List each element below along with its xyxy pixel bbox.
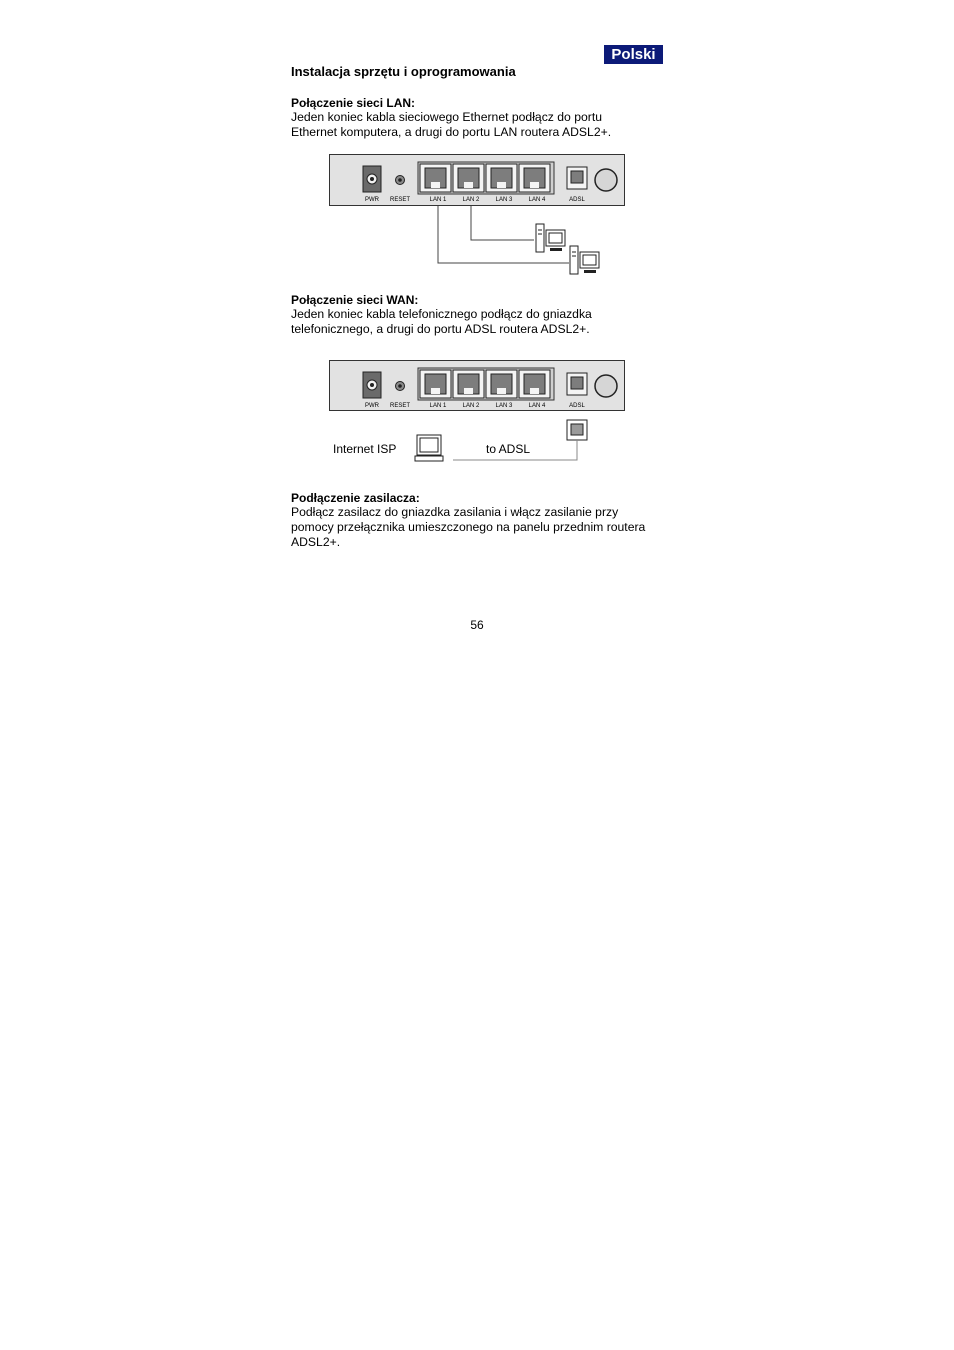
reset-label: RESET — [389, 403, 411, 409]
pwr-label: PWR — [365, 197, 379, 203]
text-line: telefonicznego, a drugi do portu ADSL routera ADSL2+. — [291, 322, 590, 336]
computer-icon — [415, 435, 443, 461]
lan2-port — [453, 164, 484, 192]
adsl-port — [567, 373, 587, 395]
reset-label: RESET — [389, 197, 411, 203]
page-title: Instalacja sprzętu i oprogramowania — [291, 64, 516, 79]
adsl-label: ADSL — [569, 197, 585, 203]
router-back-panel — [330, 155, 625, 206]
text-line: Podłącz zasilacz do gniazdka zasilania i włącz zasilanie przy — [291, 505, 619, 519]
lan2-label: LAN 2 — [462, 197, 480, 203]
text-line: Jeden koniec kabla sieciowego Ethernet podłącz do portu — [291, 110, 602, 124]
adsl-label: ADSL — [569, 403, 585, 409]
wan-connection-diagram — [329, 360, 629, 468]
pwr-label: PWR — [365, 403, 379, 409]
page-number: 56 — [470, 618, 484, 632]
computer-icon — [570, 246, 599, 274]
lan1-port — [420, 370, 451, 398]
isp-label: Internet ISP — [333, 442, 397, 456]
text-line: ADSL2+. — [291, 535, 341, 549]
power-switch — [595, 169, 617, 191]
text-line: pomocy przełącznika umieszczonego na panelu przednim routera — [291, 520, 646, 534]
lan1-port — [420, 164, 451, 192]
text-line: Jeden koniec kabla telefonicznego podłącz do gniazdka — [291, 307, 592, 321]
power-section-text — [291, 505, 671, 550]
adsl-port — [567, 167, 587, 189]
power-switch — [595, 375, 617, 397]
text-line: Ethernet komputera, a drugi do portu LAN routera ADSL2+. — [291, 125, 612, 139]
phone-jack-icon — [567, 420, 587, 440]
computer-icon — [536, 224, 565, 252]
adsl-connection-label: to ADSL — [486, 442, 531, 456]
lan1-label: LAN 1 — [429, 403, 447, 409]
lan-connection-diagram — [329, 154, 629, 280]
lan4-label: LAN 4 — [528, 197, 546, 203]
lan-section-heading: Połączenie sieci LAN: — [291, 96, 416, 110]
lan4-label: LAN 4 — [528, 403, 546, 409]
lan3-port — [486, 370, 517, 398]
lan1-label: LAN 1 — [429, 197, 447, 203]
lan4-port — [519, 164, 550, 192]
lan3-label: LAN 3 — [495, 197, 513, 203]
language-badge: Polski — [604, 45, 663, 64]
lan2-port — [453, 370, 484, 398]
router-back-panel — [330, 361, 625, 411]
lan4-port — [519, 370, 550, 398]
lan-section-text — [291, 110, 671, 140]
lan3-label: LAN 3 — [495, 403, 513, 409]
lan2-cable — [471, 206, 534, 240]
power-section-heading: Podłączenie zasilacza: — [291, 491, 420, 505]
wan-section-heading: Połączenie sieci WAN: — [291, 293, 419, 307]
wan-section-text — [291, 307, 671, 337]
lan3-port — [486, 164, 517, 192]
lan2-label: LAN 2 — [462, 403, 480, 409]
